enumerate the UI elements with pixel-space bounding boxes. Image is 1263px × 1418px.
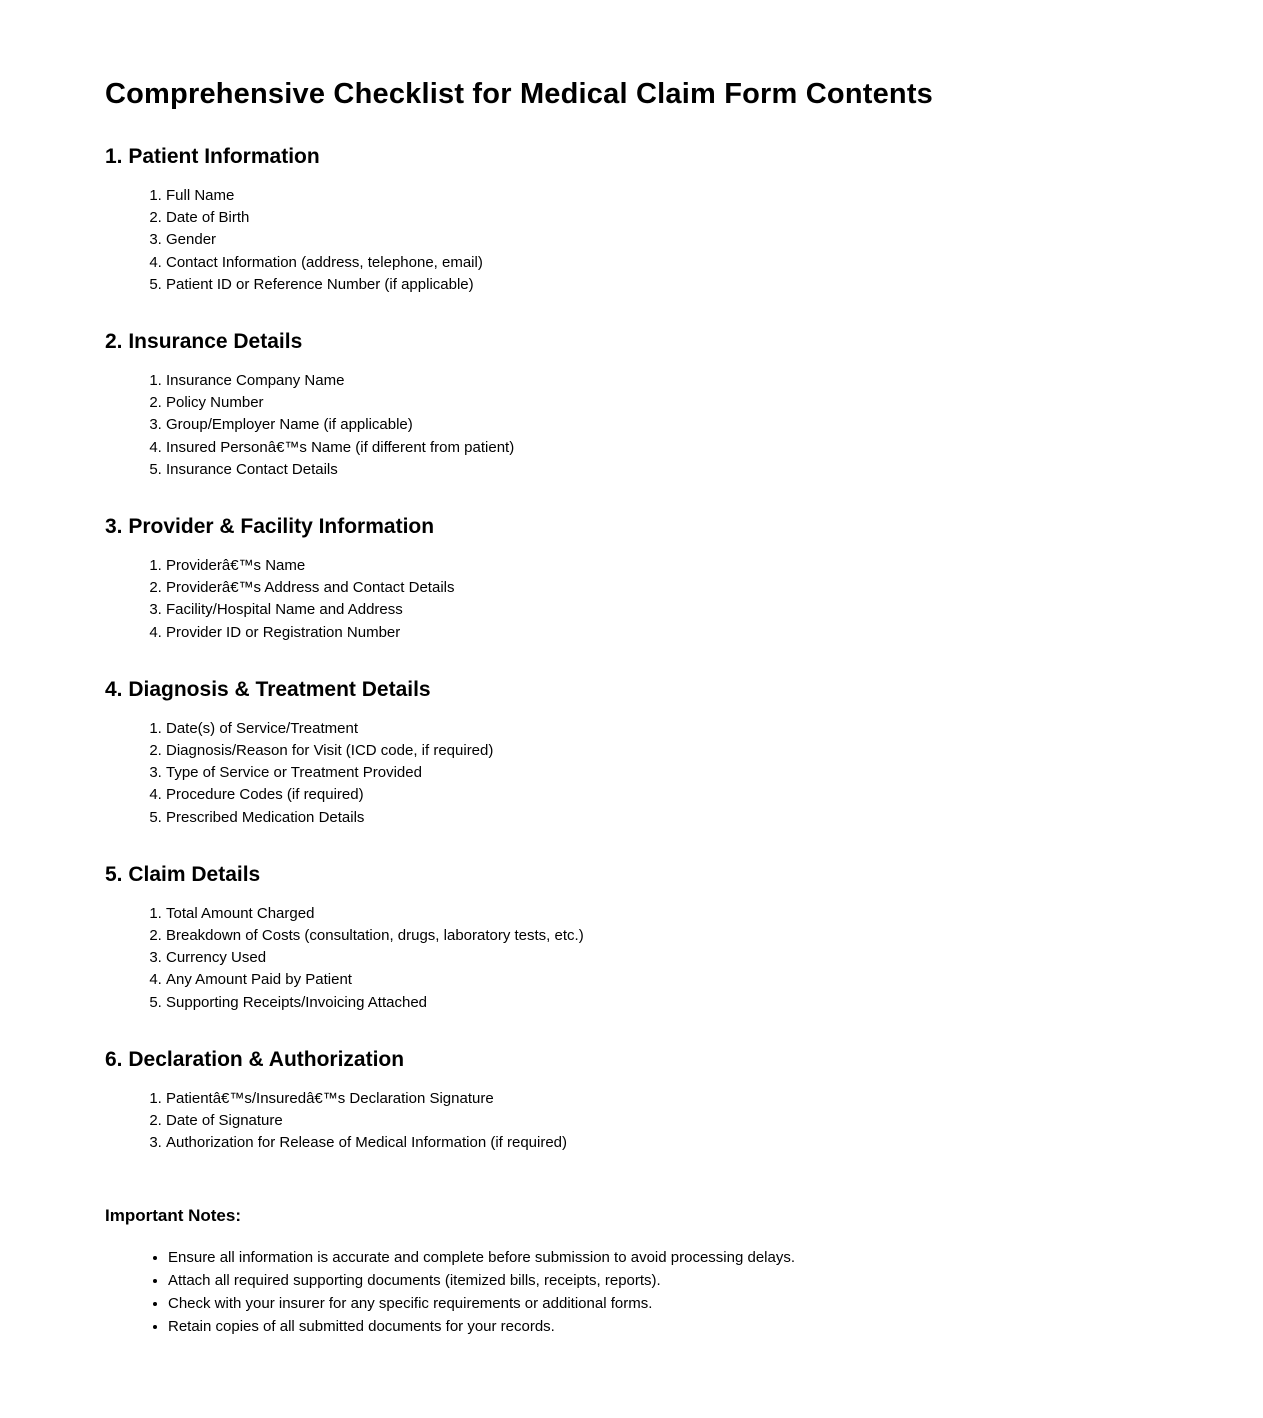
checklist-item: 5. Insurance Contact Details (166, 459, 1203, 481)
checklist-item: 1. Insurance Company Name (166, 370, 1203, 392)
section-item-list (105, 1088, 1203, 1155)
section-heading: 5. Claim Details (105, 862, 261, 886)
checklist-item: 1. Full Name (166, 185, 1203, 207)
checklist-sections (105, 145, 1203, 1154)
section-item-list (105, 718, 1203, 829)
checklist-item: 2. Date of Signature (166, 1110, 1203, 1132)
checklist-item: 5. Patient ID or Reference Number (if applicable) (166, 274, 1203, 296)
checklist-item: 1. Providerâ€™s Name (166, 555, 1203, 577)
checklist-item: 2. Date of Birth (166, 207, 1203, 229)
important-notes-heading: Important Notes: (105, 1206, 241, 1226)
checklist-section-4 (105, 678, 1203, 829)
note-item: • Check with your insurer for any specific requirements or additional forms. (168, 1292, 1203, 1315)
section-item-list (105, 555, 1203, 644)
checklist-item: 1. Date(s) of Service/Treatment (166, 718, 1203, 740)
checklist-item: 4. Any Amount Paid by Patient (166, 969, 1203, 991)
checklist-item: 1. Total Amount Charged (166, 903, 1203, 925)
note-item: • Attach all required supporting documents (itemized bills, receipts, reports). (168, 1269, 1203, 1292)
checklist-item: 2. Providerâ€™s Address and Contact Details (166, 577, 1203, 599)
checklist-section-2 (105, 330, 1203, 481)
checklist-section-3 (105, 515, 1203, 644)
checklist-item: 2. Breakdown of Costs (consultation, drugs, laboratory tests, etc.) (166, 925, 1203, 947)
checklist-item: 4. Provider ID or Registration Number (166, 622, 1203, 644)
checklist-item: 2. Diagnosis/Reason for Visit (ICD code, if required) (166, 740, 1203, 762)
section-item-list (105, 185, 1203, 296)
section-heading: 4. Diagnosis & Treatment Details (105, 677, 431, 701)
checklist-item: 3. Type of Service or Treatment Provided (166, 762, 1203, 784)
checklist-item: 1. Patientâ€™s/Insuredâ€™s Declaration Signature (166, 1088, 1203, 1110)
checklist-item: 4. Insured Personâ€™s Name (if different from patient) (166, 437, 1203, 459)
important-notes-section (105, 1206, 1203, 1338)
checklist-item: 2. Policy Number (166, 392, 1203, 414)
section-heading: 2. Insurance Details (105, 330, 303, 354)
note-item: • Ensure all information is accurate and complete before submission to avoid processing delays. (168, 1246, 1203, 1269)
section-item-list (105, 370, 1203, 481)
checklist-item: 4. Contact Information (address, telephone, email) (166, 252, 1203, 274)
section-heading: 1. Patient Information (105, 145, 320, 168)
checklist-item: 3. Currency Used (166, 947, 1203, 969)
checklist-section-6 (105, 1048, 1203, 1155)
section-heading: 6. Declaration & Authorization (105, 1047, 405, 1071)
checklist-item: 3. Group/Employer Name (if applicable) (166, 414, 1203, 436)
checklist-section-5 (105, 863, 1203, 1014)
checklist-item: 3. Authorization for Release of Medical Information (if required) (166, 1132, 1203, 1154)
important-notes-list (105, 1246, 1203, 1338)
document-title: Comprehensive Checklist for Medical Claim Form Contents (105, 78, 934, 110)
checklist-item: 3. Gender (166, 229, 1203, 251)
checklist-item: 5. Prescribed Medication Details (166, 807, 1203, 829)
checklist-item: 5. Supporting Receipts/Invoicing Attached (166, 992, 1203, 1014)
note-item: • Retain copies of all submitted documents for your records. (168, 1315, 1203, 1338)
checklist-section-1 (105, 145, 1203, 296)
section-item-list (105, 903, 1203, 1014)
checklist-item: 3. Facility/Hospital Name and Address (166, 599, 1203, 621)
section-heading: 3. Provider & Facility Information (105, 515, 435, 539)
checklist-item: 4. Procedure Codes (if required) (166, 784, 1203, 806)
